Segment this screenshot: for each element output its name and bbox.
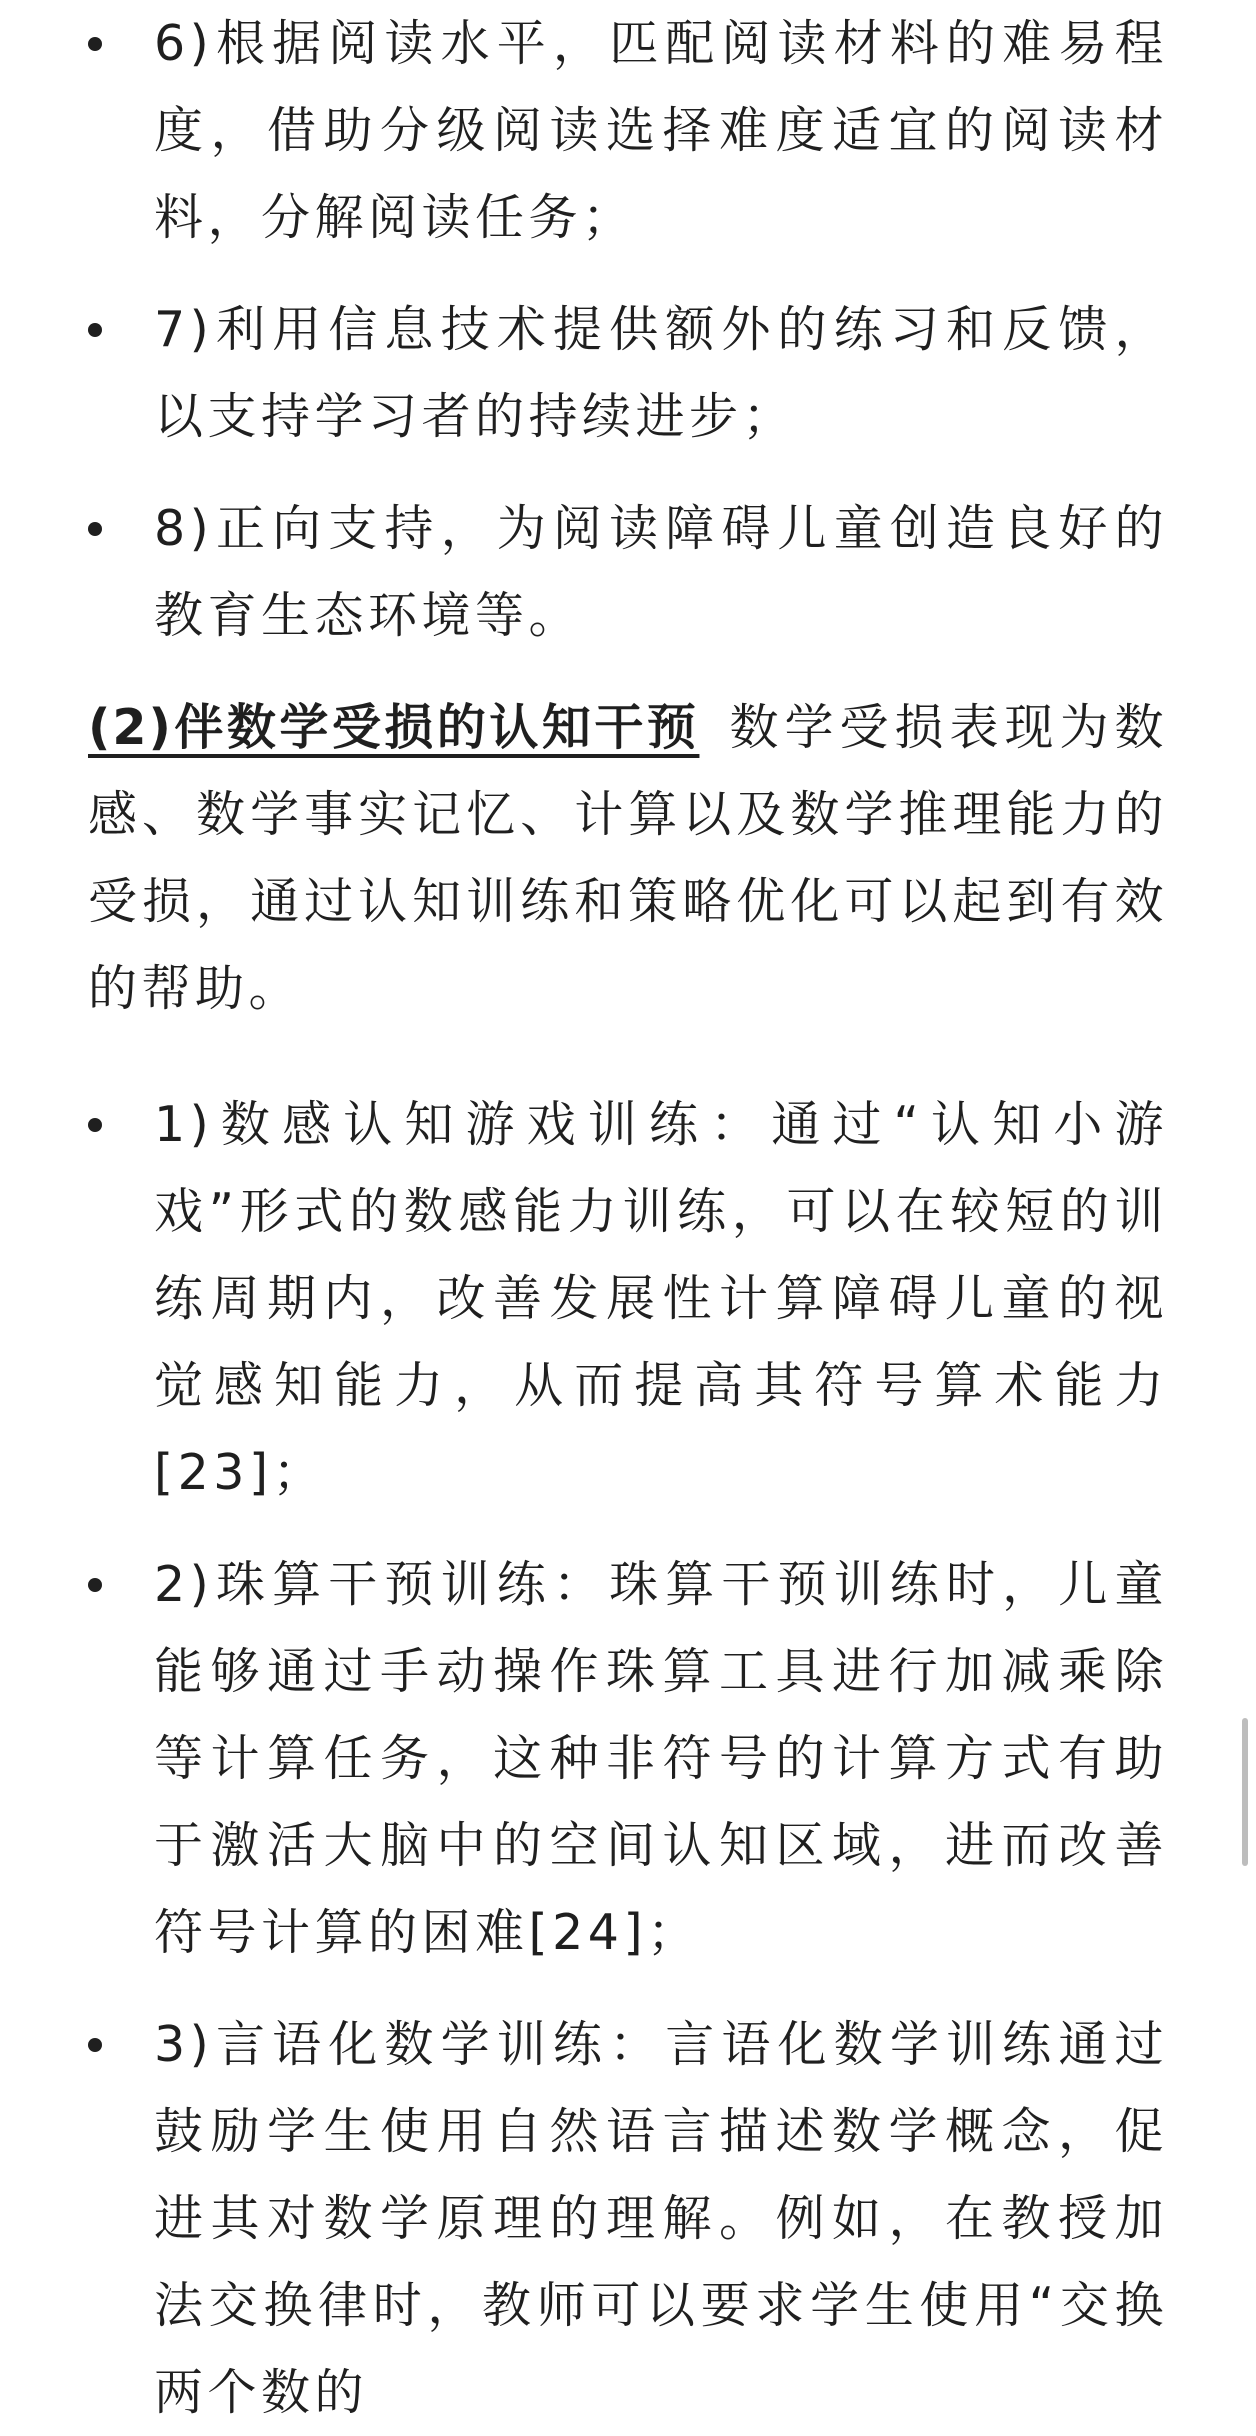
list-item-text: 1)数感认知游戏训练：通过“认知小游戏”形式的数感能力训练，可以在较短的训练周期内，改善发展性计算障碍儿童的视觉感知能力，从而提高其符号算术能力[23]； [154, 1096, 1168, 1501]
list-item [88, 286, 1168, 460]
section-body: 数学受损表现为数感、数学事实记忆、计算以及数学推理能力的受损，通过认知训练和策略优化可以起到有效的帮助。 [88, 699, 1168, 1017]
list-item [88, 485, 1168, 659]
intervention-list-reading [88, 0, 1168, 659]
bullet-dot-icon [88, 37, 102, 51]
article-content [88, 0, 1168, 2436]
bullet-dot-icon [88, 1118, 102, 1132]
scrollbar-thumb[interactable] [1242, 1718, 1248, 1866]
bullet-dot-icon [88, 1578, 102, 1592]
list-item-text: 8)正向支持，为阅读障碍儿童创造良好的教育生态环境等。 [154, 500, 1168, 644]
list-item [88, 2001, 1168, 2436]
bullet-dot-icon [88, 323, 102, 337]
list-item-text: 6)根据阅读水平，匹配阅读材料的难易程度，借助分级阅读选择难度适宜的阅读材料，分解阅读任务； [154, 15, 1168, 246]
list-item-text: 3)言语化数学训练：言语化数学训练通过鼓励学生使用自然语言描述数学概念，促进其对数学原理的理解。例如，在教授加法交换律时，教师可以要求学生使用“交换两个数的 [154, 2016, 1168, 2421]
bullet-dot-icon [88, 2038, 102, 2052]
list-item-text: 2)珠算干预训练：珠算干预训练时，儿童能够通过手动操作珠算工具进行加减乘除等计算任务，这种非符号的计算方式有助于激活大脑中的空间认知区域，进而改善符号计算的困难[24]； [154, 1556, 1168, 1961]
list-item [88, 1081, 1168, 1516]
bullet-dot-icon [88, 522, 102, 536]
section-paragraph [88, 684, 1168, 1032]
list-item-text: 7)利用信息技术提供额外的练习和反馈，以支持学习者的持续进步； [154, 301, 1168, 445]
list-item [88, 0, 1168, 261]
intervention-list-math [88, 1081, 1168, 2436]
section-heading: (2)伴数学受损的认知干预 [88, 699, 700, 756]
list-item [88, 1541, 1168, 1976]
